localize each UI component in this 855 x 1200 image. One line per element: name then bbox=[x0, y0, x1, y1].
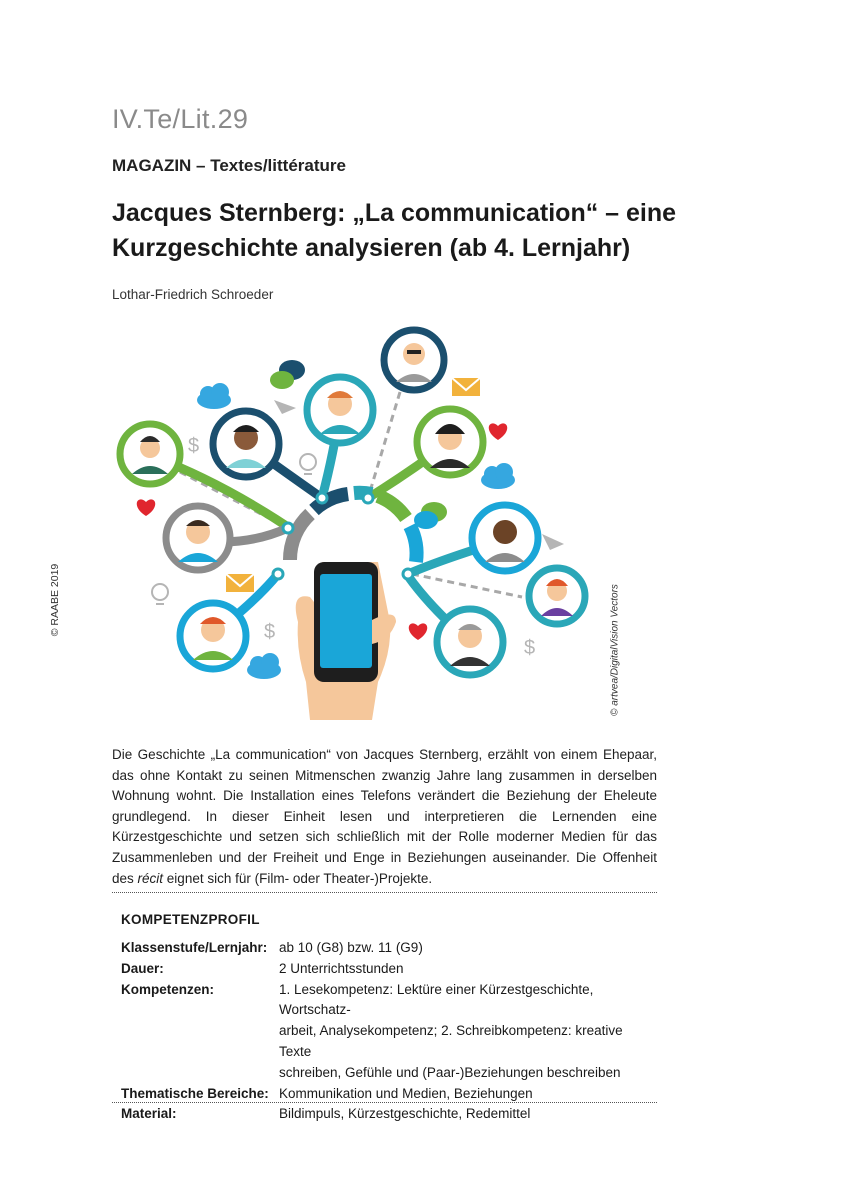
avatar-far-right bbox=[529, 568, 585, 624]
profile-row-duration bbox=[121, 959, 651, 980]
intro-paragraph bbox=[112, 745, 657, 889]
profile-row-level bbox=[121, 938, 651, 959]
series-title: MAGAZIN – Textes/littérature bbox=[112, 156, 346, 175]
profile-value-line: 1. Lesekompetenz: Lektüre einer Kürzestgeschichte, Wortschatz- bbox=[279, 981, 594, 1018]
avatar-teal-top bbox=[307, 377, 373, 443]
profile-label: Thematische Bereiche: bbox=[121, 1085, 269, 1101]
profile-label: Klassenstufe/Lernjahr: bbox=[121, 940, 268, 955]
avatar-blue-right bbox=[472, 505, 538, 571]
profile-value-line: ab 10 (G8) bzw. 11 (G9) bbox=[279, 940, 423, 955]
heart-icon bbox=[137, 499, 155, 516]
speech-bubble-icon bbox=[414, 502, 447, 529]
profile-value-line: arbeit, Analysekompetenz; 2. Schreibkompetenz: kreative Texte bbox=[279, 1023, 623, 1059]
avatar-blue-lower-left bbox=[180, 603, 246, 669]
paper-plane-icon bbox=[542, 534, 564, 550]
profile-value bbox=[279, 938, 651, 959]
dollar-icon: $ bbox=[264, 621, 276, 643]
heart-icon bbox=[489, 423, 507, 440]
dotted-divider-bottom bbox=[112, 1102, 657, 1103]
competence-profile-heading: KOMPETENZPROFIL bbox=[121, 912, 260, 927]
profile-row-material bbox=[121, 1104, 651, 1125]
unit-code: IV.Te/Lit.29 bbox=[112, 104, 249, 134]
page-title bbox=[112, 196, 752, 266]
competence-profile-table bbox=[121, 938, 651, 1125]
avatar-gray bbox=[166, 506, 230, 570]
profile-value bbox=[279, 1104, 651, 1125]
side-copyright-text: © RAABE 2019 bbox=[49, 563, 61, 637]
profile-value bbox=[279, 980, 651, 1084]
avatar-green-left bbox=[120, 424, 180, 484]
side-copyright bbox=[41, 560, 69, 640]
title-line-2: Kurzgeschichte analysieren (ab 4. Lernjahr) bbox=[112, 234, 631, 262]
intro-italic: récit bbox=[137, 870, 164, 886]
avatar-teal-lower-right bbox=[437, 609, 503, 675]
intro-text: Die Geschichte „La communication“ von Jacques Sternberg, erzählt von einem Ehepaar, das ohne Kontakt zu seinen Mitmenschen zwanzig Jahre lang zusammen in derselben Wohnung wohnt. Die Installation eines Telefons verändert die Beziehung der Eheleute grundlegend. In dieser Einheit lesen und interpretieren die Lernenden eine Kürzestgeschichte und setzen sich schließlich mit der Rolle moderner Medien für das Zusammenleben und der Freiheit und Enge in Beziehungen auseinander. Die Offenheit des bbox=[112, 747, 657, 886]
heart-icon bbox=[409, 623, 427, 640]
image-credit bbox=[604, 580, 626, 720]
intro-text-end: eignet sich für (Film- oder Theater-)Projekte. bbox=[163, 870, 433, 886]
speech-bubble-icon bbox=[270, 360, 305, 389]
profile-label: Dauer: bbox=[121, 960, 164, 976]
cloud-icon bbox=[247, 653, 281, 679]
profile-value-line: Bildimpuls, Kürzestgeschichte, Redemittel bbox=[279, 1106, 531, 1122]
hand-holding-phone bbox=[296, 562, 396, 720]
cloud-icon bbox=[481, 463, 515, 489]
profile-label: Kompetenzen: bbox=[121, 981, 215, 997]
dollar-icon: $ bbox=[524, 637, 536, 659]
network-illustration bbox=[110, 322, 640, 722]
envelope-icon bbox=[452, 378, 480, 396]
author: Lothar-Friedrich Schroeder bbox=[112, 287, 274, 302]
profile-value-line: Kommunikation und Medien, Beziehungen bbox=[279, 1085, 533, 1101]
profile-value bbox=[279, 959, 651, 980]
image-credit-text: © artvea/DigitalVision Vectors bbox=[609, 584, 621, 716]
avatar-navy-top bbox=[384, 330, 444, 390]
profile-value-line: 2 Unterrichtsstunden bbox=[279, 960, 404, 976]
dollar-icon: $ bbox=[188, 435, 200, 457]
envelope-icon bbox=[226, 574, 254, 592]
profile-row-competences bbox=[121, 980, 651, 1084]
dotted-divider-top bbox=[112, 892, 657, 893]
cloud-icon bbox=[197, 383, 231, 409]
lightbulb-icon bbox=[152, 584, 168, 604]
title-line-1: Jacques Sternberg: „La communication“ – eine bbox=[112, 199, 677, 227]
paper-plane-icon bbox=[274, 400, 296, 414]
avatar-navy bbox=[213, 411, 279, 477]
profile-value-line: schreiben, Gefühle und (Paar-)Beziehungen beschreiben bbox=[279, 1064, 621, 1080]
profile-label: Material: bbox=[121, 1106, 177, 1122]
lightbulb-icon bbox=[300, 454, 316, 474]
avatar-green-right bbox=[417, 409, 483, 475]
hub-arcs bbox=[290, 493, 417, 562]
